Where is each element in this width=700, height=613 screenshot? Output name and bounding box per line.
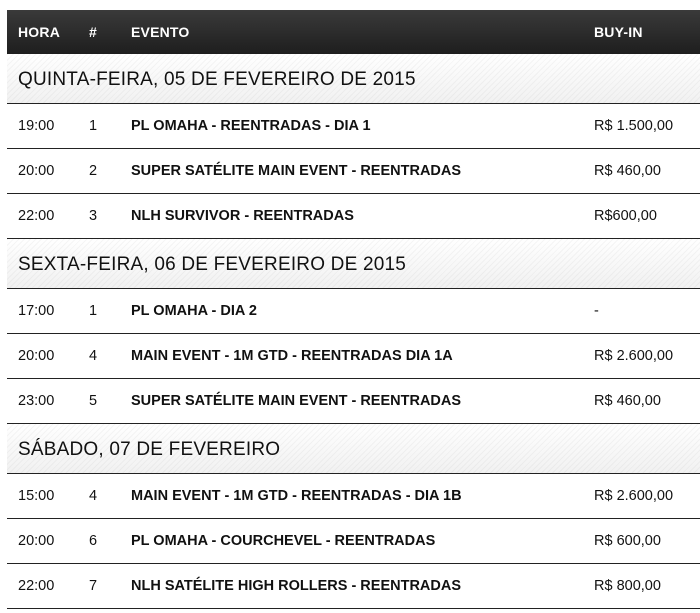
event-buyin: - — [594, 303, 599, 319]
event-name: NLH SATÉLITE HIGH ROLLERS - REENTRADAS — [131, 578, 462, 594]
header-buyin: BUY-IN — [594, 24, 643, 40]
event-time: 17:00 — [18, 303, 55, 319]
event-number: 1 — [89, 118, 98, 134]
day-title: SÁBADO, 07 DE FEVEREIRO — [18, 439, 281, 460]
event-number: 3 — [89, 208, 98, 224]
event-number: 2 — [89, 163, 98, 179]
table-row — [7, 104, 700, 149]
table-header — [7, 10, 700, 54]
event-name: PL OMAHA - DIA 2 — [131, 303, 257, 319]
event-number: 4 — [89, 488, 98, 504]
event-name: PL OMAHA - COURCHEVEL - REENTRADAS — [131, 533, 436, 549]
event-time: 20:00 — [18, 533, 55, 549]
event-time: 19:00 — [18, 118, 55, 134]
event-buyin: R$ 460,00 — [594, 393, 661, 409]
day-heading — [7, 424, 700, 474]
table-row — [7, 519, 700, 564]
event-time: 23:00 — [18, 393, 55, 409]
event-name: MAIN EVENT - 1M GTD - REENTRADAS DIA 1A — [131, 348, 453, 364]
event-buyin: R$ 460,00 — [594, 163, 661, 179]
table-row — [7, 564, 700, 609]
day-heading — [7, 54, 700, 104]
table-row — [7, 149, 700, 194]
header-number: # — [89, 24, 97, 40]
event-name: PL OMAHA - REENTRADAS - DIA 1 — [131, 118, 371, 134]
schedule-table — [7, 10, 700, 609]
day-title: QUINTA-FEIRA, 05 DE FEVEREIRO DE 2015 — [18, 69, 416, 90]
day-heading — [7, 239, 700, 289]
day-title: SEXTA-FEIRA, 06 DE FEVEREIRO DE 2015 — [18, 254, 407, 275]
event-name: MAIN EVENT - 1M GTD - REENTRADAS - DIA 1B — [131, 488, 462, 504]
table-row — [7, 289, 700, 334]
event-buyin: R$ 800,00 — [594, 578, 661, 594]
table-row — [7, 474, 700, 519]
event-name: NLH SURVIVOR - REENTRADAS — [131, 208, 354, 224]
event-number: 5 — [89, 393, 98, 409]
event-number: 4 — [89, 348, 98, 364]
event-number: 1 — [89, 303, 98, 319]
event-time: 22:00 — [18, 208, 55, 224]
table-row — [7, 334, 700, 379]
event-buyin: R$ 2.600,00 — [594, 348, 674, 364]
event-name: SUPER SATÉLITE MAIN EVENT - REENTRADAS — [131, 163, 462, 179]
event-buyin: R$ 600,00 — [594, 533, 661, 549]
table-row — [7, 379, 700, 424]
event-number: 7 — [89, 578, 98, 594]
event-buyin: R$600,00 — [594, 208, 657, 224]
event-number: 6 — [89, 533, 98, 549]
header-evento: EVENTO — [131, 24, 190, 40]
event-name: SUPER SATÉLITE MAIN EVENT - REENTRADAS — [131, 393, 462, 409]
event-time: 20:00 — [18, 348, 55, 364]
event-time: 20:00 — [18, 163, 55, 179]
event-buyin: R$ 2.600,00 — [594, 488, 674, 504]
table-row — [7, 194, 700, 239]
event-time: 22:00 — [18, 578, 55, 594]
event-buyin: R$ 1.500,00 — [594, 118, 674, 134]
header-hora: HORA — [18, 24, 61, 40]
event-time: 15:00 — [18, 488, 55, 504]
